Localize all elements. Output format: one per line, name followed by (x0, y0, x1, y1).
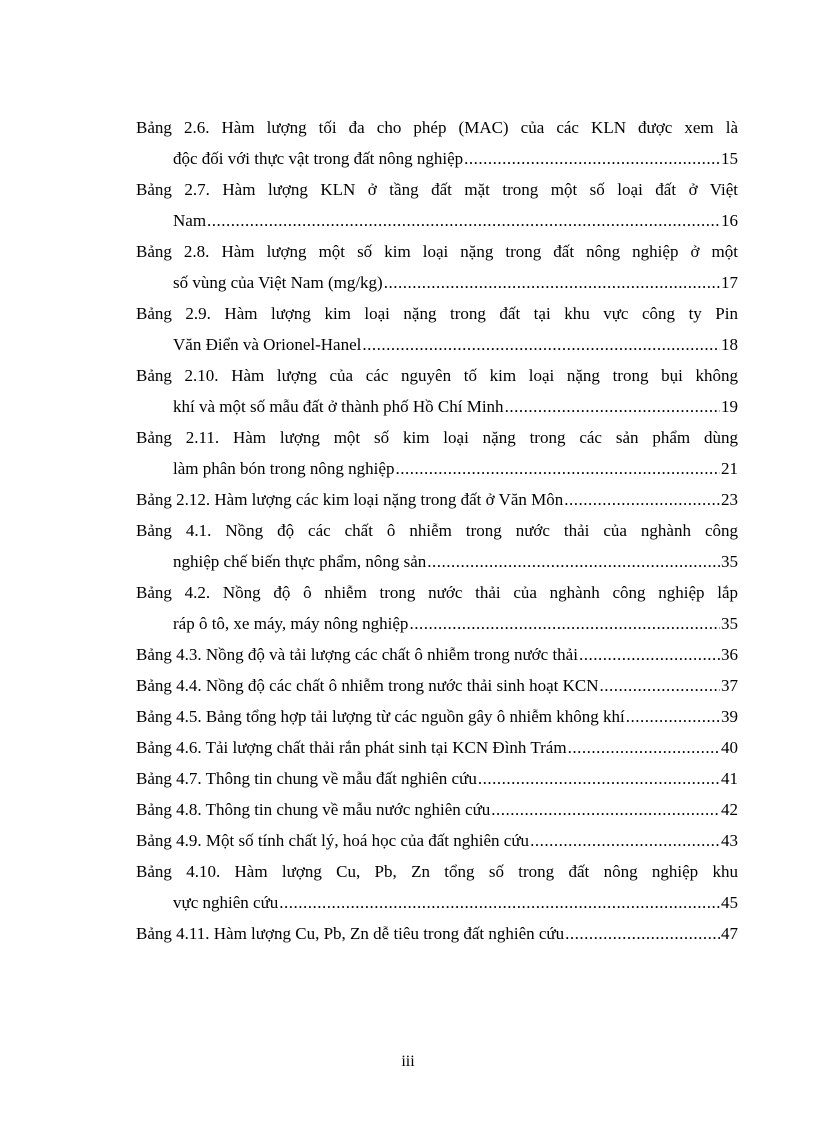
page-number: 43 (721, 831, 738, 850)
page-number: 17 (721, 273, 738, 292)
toc-entry-4-1[interactable] (136, 515, 738, 577)
toc-entry-4-2[interactable] (136, 577, 738, 639)
toc-entry-2-6[interactable] (136, 112, 738, 174)
toc-entry-2-8[interactable] (136, 236, 738, 298)
page-number: 15 (721, 149, 738, 168)
dot-leader (564, 484, 720, 515)
toc-entry-2-11[interactable] (136, 422, 738, 484)
page-number: 16 (721, 211, 738, 230)
entry-title: Bảng 4.11. Hàm lượng Cu, Pb, Zn dễ tiêu trong đất nghiên cứu (136, 924, 565, 943)
entry-title-cont: nghiệp chế biến thực phẩm, nông sản (173, 552, 427, 571)
dot-leader (207, 205, 720, 236)
toc-entry-4-6[interactable] (136, 732, 738, 763)
page-number: 19 (721, 397, 738, 416)
page-number: 37 (721, 676, 738, 695)
entry-title-cont: số vùng của Việt Nam (mg/kg) (173, 273, 383, 292)
dot-leader (565, 918, 720, 949)
dot-leader (599, 670, 720, 701)
entry-title-cont: Nam (173, 211, 207, 230)
dot-leader (427, 546, 720, 577)
dot-leader (464, 143, 720, 174)
page-number: 40 (721, 738, 738, 757)
entry-title-cont: vực nghiên cứu (173, 893, 279, 912)
toc-entry-4-11[interactable] (136, 918, 738, 949)
page-number: 18 (721, 335, 738, 354)
toc-entry-4-4[interactable] (136, 670, 738, 701)
toc-entry-2-9[interactable] (136, 298, 738, 360)
page-number: 47 (721, 924, 738, 943)
toc-entry-4-8[interactable] (136, 794, 738, 825)
dot-leader (568, 732, 720, 763)
dot-leader (478, 763, 720, 794)
dot-leader (579, 639, 720, 670)
dot-leader (395, 453, 720, 484)
dot-leader (362, 329, 720, 360)
entry-title: Bảng 2.11. Hàm lượng một số kim loại nặng trong các sản phẩm dùng (136, 428, 738, 447)
toc-entry-4-5[interactable] (136, 701, 738, 732)
entry-title: Bảng 2.6. Hàm lượng tối đa cho phép (MAC) của các KLN được xem là (136, 118, 738, 137)
page-number: 21 (721, 459, 738, 478)
entry-title: Bảng 4.10. Hàm lượng Cu, Pb, Zn tổng số trong đất nông nghiệp khu (136, 862, 738, 881)
dot-leader (409, 608, 720, 639)
entry-title: Bảng 2.7. Hàm lượng KLN ở tầng đất mặt trong một số loại đất ở Việt (136, 180, 738, 199)
toc-entry-4-10[interactable] (136, 856, 738, 918)
entry-title: Bảng 4.5. Bảng tổng hợp tải lượng từ các nguồn gây ô nhiễm không khí (136, 707, 625, 726)
entry-title-cont: Văn Điển và Orionel-Hanel (173, 335, 362, 354)
dot-leader (530, 825, 720, 856)
entry-title: Bảng 4.2. Nồng độ ô nhiễm trong nước thải của nghành công nghiệp lắp (136, 583, 738, 602)
dot-leader (491, 794, 720, 825)
entry-title-cont: làm phân bón trong nông nghiệp (173, 459, 395, 478)
toc-entry-4-9[interactable] (136, 825, 738, 856)
dot-leader (279, 887, 720, 918)
page-number: 39 (721, 707, 738, 726)
entry-title: Bảng 4.3. Nồng độ và tải lượng các chất ô nhiễm trong nước thải (136, 645, 578, 664)
entry-title-cont: độc đối với thực vật trong đất nông nghiệp (173, 149, 464, 168)
page-number: 45 (721, 893, 738, 912)
entry-title: Bảng 2.8. Hàm lượng một số kim loại nặng trong đất nông nghiệp ở một (136, 242, 738, 261)
page-number: 41 (721, 769, 738, 788)
page-folio: iii (401, 1053, 415, 1070)
page-number: 35 (721, 552, 738, 571)
dot-leader (626, 701, 720, 732)
dot-leader (505, 391, 720, 422)
entry-title: Bảng 4.8. Thông tin chung về mẫu nước nghiên cứu (136, 800, 491, 819)
entry-title: Bảng 4.7. Thông tin chung về mẫu đất nghiên cứu (136, 769, 477, 788)
page-number: 36 (721, 645, 738, 664)
entry-title: Bảng 2.9. Hàm lượng kim loại nặng trong đất tại khu vực công ty Pin (136, 304, 738, 323)
dot-leader (384, 267, 720, 298)
toc-entry-4-3[interactable] (136, 639, 738, 670)
toc-entry-2-7[interactable] (136, 174, 738, 236)
page-number: 42 (721, 800, 738, 819)
page-number: 35 (721, 614, 738, 633)
entry-title: Bảng 4.1. Nồng độ các chất ô nhiễm trong nước thải của nghành công (136, 521, 738, 540)
entry-title: Bảng 4.6. Tải lượng chất thải rắn phát sinh tại KCN Đình Trám (136, 738, 567, 757)
entry-title-cont: khí và một số mẫu đất ở thành phố Hồ Chí Minh (173, 397, 504, 416)
toc-entry-2-12[interactable] (136, 484, 738, 515)
toc-entry-2-10[interactable] (136, 360, 738, 422)
table-of-tables (136, 112, 738, 949)
entry-title: Bảng 2.10. Hàm lượng của các nguyên tố kim loại nặng trong bụi không (136, 366, 738, 385)
toc-entry-4-7[interactable] (136, 763, 738, 794)
entry-title: Bảng 4.9. Một số tính chất lý, hoá học của đất nghiên cứu (136, 831, 530, 850)
entry-title-cont: ráp ô tô, xe máy, máy nông nghiệp (173, 614, 409, 633)
page-number: 23 (721, 490, 738, 509)
entry-title: Bảng 4.4. Nồng độ các chất ô nhiễm trong nước thải sinh hoạt KCN (136, 676, 599, 695)
entry-title: Bảng 2.12. Hàm lượng các kim loại nặng trong đất ở Văn Môn (136, 490, 564, 509)
